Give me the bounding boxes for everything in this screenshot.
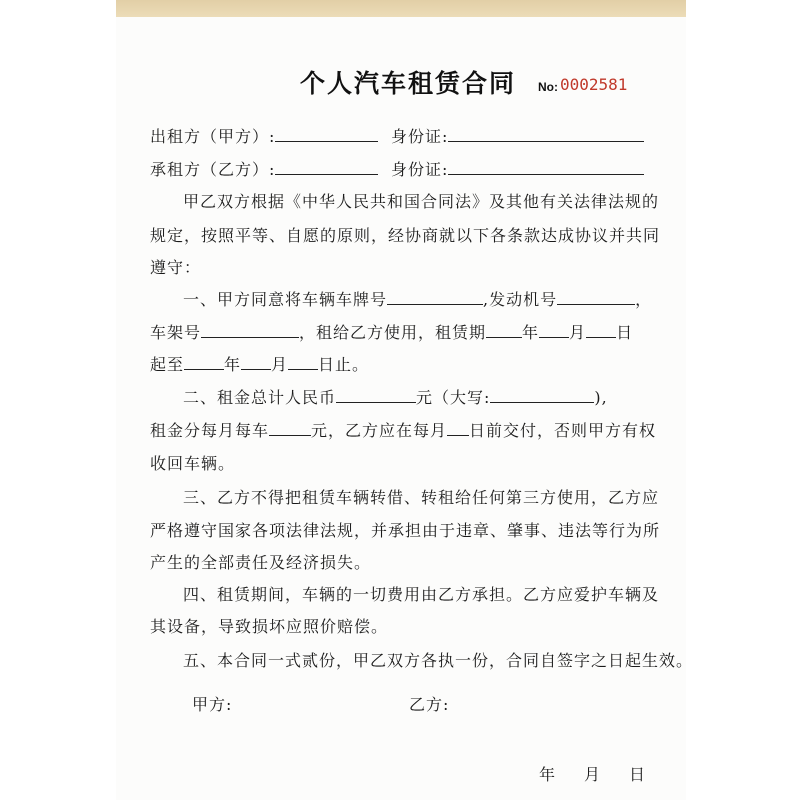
lessor-line bbox=[150, 124, 378, 147]
lessee-line bbox=[150, 157, 378, 180]
intro-line-1: 甲乙双方根据《中华人民共和国合同法》及其他有关法律法规的 bbox=[183, 192, 660, 211]
clause5-line-1: 五、本合同一式贰份，甲乙双方各执一份，合同自签字之日起生效。 bbox=[183, 651, 694, 670]
clause1-line-3 bbox=[150, 352, 369, 375]
clause4-line-2: 其设备，导致损坏应照价赔偿。 bbox=[150, 617, 389, 636]
lessor-label: 出租方（甲方）: bbox=[150, 127, 276, 146]
intro-line-3: 遵守： bbox=[150, 258, 202, 277]
end-year-label: 年 bbox=[224, 355, 242, 374]
start-year-label: 年 bbox=[522, 323, 540, 342]
start-month-label: 月 bbox=[569, 323, 587, 342]
start-year-blank[interactable] bbox=[486, 323, 522, 338]
clause1-text-c: ， bbox=[635, 290, 653, 309]
clause3-line-2: 严格遵守国家各项法律法规，并承担由于违章、肇事、违法等行为所 bbox=[150, 521, 661, 540]
clause2-line-1 bbox=[183, 385, 608, 408]
vin-blank[interactable] bbox=[201, 323, 299, 338]
clause1-line-1 bbox=[183, 287, 652, 310]
start-month-blank[interactable] bbox=[539, 323, 569, 338]
clause2-line-2 bbox=[150, 418, 656, 441]
start-day-label: 日 bbox=[616, 323, 634, 342]
serial-label: No: bbox=[538, 80, 558, 94]
signature-year: 年 bbox=[539, 765, 557, 784]
clause2-text-e: 元，乙方应在每月 bbox=[311, 421, 448, 440]
lessee-id-label: 身份证: bbox=[391, 160, 449, 179]
lessee-id-blank[interactable] bbox=[448, 160, 644, 175]
plate-number-blank[interactable] bbox=[387, 290, 483, 305]
end-day-blank[interactable] bbox=[288, 355, 318, 370]
signature-party-b: 乙方: bbox=[409, 695, 450, 714]
lessee-name-blank[interactable] bbox=[275, 160, 378, 175]
clause2-line-3: 收回车辆。 bbox=[150, 454, 236, 473]
intro-line-2: 规定，按照平等、自愿的原则，经协商就以下各条款达成协议并共同 bbox=[150, 226, 661, 245]
end-year-blank[interactable] bbox=[184, 355, 224, 370]
lessor-name-blank[interactable] bbox=[275, 127, 378, 142]
clause2-text-c: ), bbox=[594, 388, 608, 407]
payment-day-blank[interactable] bbox=[447, 421, 469, 436]
lessee-id-line bbox=[391, 157, 644, 180]
rent-in-words-blank[interactable] bbox=[490, 388, 594, 403]
signature-month: 月 bbox=[584, 765, 602, 784]
clause2-text-b: 元（大写: bbox=[416, 388, 491, 407]
clause4-line-1: 四、租赁期间，车辆的一切费用由乙方承担。乙方应爱护车辆及 bbox=[183, 585, 660, 604]
signature-party-a: 甲方: bbox=[192, 695, 233, 714]
clause2-text-a: 二、租金总计人民币 bbox=[183, 388, 337, 407]
lessor-id-label: 身份证: bbox=[391, 127, 449, 146]
clause1-text-a: 一、甲方同意将车辆车牌号 bbox=[183, 290, 388, 309]
lessor-id-blank[interactable] bbox=[448, 127, 644, 142]
binding-strip bbox=[116, 0, 686, 18]
clause3-line-1: 三、乙方不得把租赁车辆转借、转租给任何第三方使用，乙方应 bbox=[183, 488, 660, 507]
end-month-blank[interactable] bbox=[241, 355, 271, 370]
clause1-line-2 bbox=[150, 320, 633, 343]
signature-day: 日 bbox=[629, 765, 647, 784]
clause1-text-d: 车架号 bbox=[150, 323, 202, 342]
total-rent-blank[interactable] bbox=[336, 388, 416, 403]
end-day-label: 日止。 bbox=[318, 355, 370, 374]
signature-date bbox=[539, 762, 646, 785]
clause2-text-d: 租金分每月每车 bbox=[150, 421, 270, 440]
clause2-text-f: 日前交付，否则甲方有权 bbox=[469, 421, 657, 440]
engine-number-blank[interactable] bbox=[557, 290, 635, 305]
serial-number: 0002581 bbox=[560, 75, 628, 94]
start-day-blank[interactable] bbox=[586, 323, 616, 338]
clause1-from-to: 起至 bbox=[150, 355, 185, 374]
contract-title: 个人汽车租赁合同 bbox=[300, 69, 517, 98]
clause1-text-e: ，租给乙方使用，租赁期 bbox=[299, 323, 487, 342]
lessor-id-line bbox=[391, 124, 644, 147]
lessee-label: 承租方（乙方）: bbox=[150, 160, 276, 179]
end-month-label: 月 bbox=[271, 355, 289, 374]
monthly-rent-blank[interactable] bbox=[269, 421, 311, 436]
clause1-text-b: ,发动机号 bbox=[483, 290, 558, 309]
clause3-line-3: 产生的全部责任及经济损失。 bbox=[150, 553, 372, 572]
